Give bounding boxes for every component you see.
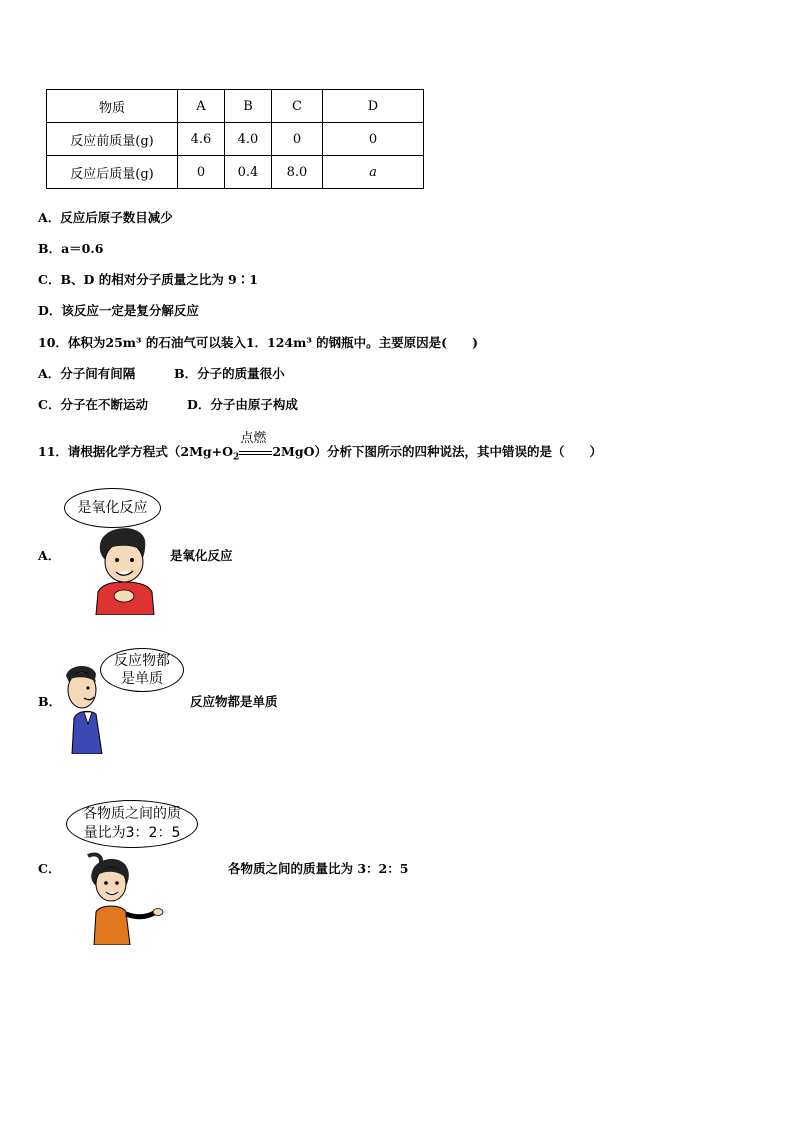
reaction-arrow [239,430,272,460]
reaction-condition: 点燃 [240,430,267,446]
table-cell: 0.4 [225,156,272,189]
q11-option-b-label: B． [38,694,62,709]
table-cell: 0 [178,156,225,189]
table-cell: 4.6 [178,123,225,156]
table-cell: 0 [323,123,424,156]
q11-stem-prefix: 11．请根据化学方程式（2Mg+O [38,444,234,459]
bubble-text-line: 各物质之间的质 [83,806,181,822]
q9-option-a: A．反应后原子数目减少 [38,210,173,225]
table-cell: 反应后质量(g) [47,156,178,189]
bubble-text: 是氧化反应 [77,500,148,516]
bubble-text-line: 反应物都 [114,653,170,669]
q11-option-a-label: A． [38,548,61,563]
table-header-cell: D [323,90,424,123]
table-row [47,123,424,156]
speech-bubble [66,800,198,848]
q10-option-d: D．分子由原子构成 [187,397,298,412]
girl-illustration [84,852,164,945]
table-header-cell: C [272,90,323,123]
q10-stem: 10．体积为25m³ 的石油气可以装入1．124m³ 的钢瓶中。主要原因是( ) [38,335,479,350]
q11-option-b-caption: 反应物都是单质 [190,694,278,709]
bubble-text-line: 量比为3：2：5 [83,825,181,841]
table-row [47,156,424,189]
table-cell: 8.0 [272,156,323,189]
table-cell: a [323,156,424,189]
table-header-cell: B [225,90,272,123]
boy-illustration [90,520,160,615]
bubble-text-line: 是单质 [121,671,163,687]
table-header-cell: 物质 [47,90,178,123]
table-cell: 反应前质量(g) [47,123,178,156]
table-header-cell: A [178,90,225,123]
q10-option-b: B．分子的质量很小 [174,366,285,381]
q11-subscript: 2 [233,452,240,463]
q11-option-a-caption: 是氧化反应 [170,548,233,563]
q11-stem-suffix: 2MgO）分析下图所示的四种说法，其中错误的是（ ） [272,444,602,459]
man-illustration [58,662,118,754]
q11-option-c-caption: 各物质之间的质量比为 3：2：5 [228,861,409,876]
q10-option-c: C．分子在不断运动 [38,397,148,412]
table-cell: 0 [272,123,323,156]
table-header-row [47,90,424,123]
mass-table [46,89,424,189]
q9-option-d: D．该反应一定是复分解反应 [38,303,199,318]
q10-option-a: A．分子间有间隔 [38,366,136,381]
q11-option-c-label: C． [38,861,61,876]
q11-stem [38,430,602,463]
q9-option-c: C．B、D 的相对分子质量之比为 9∶1 [38,272,258,287]
table-cell: 4.0 [225,123,272,156]
q9-option-b: B．a＝0.6 [38,241,104,256]
